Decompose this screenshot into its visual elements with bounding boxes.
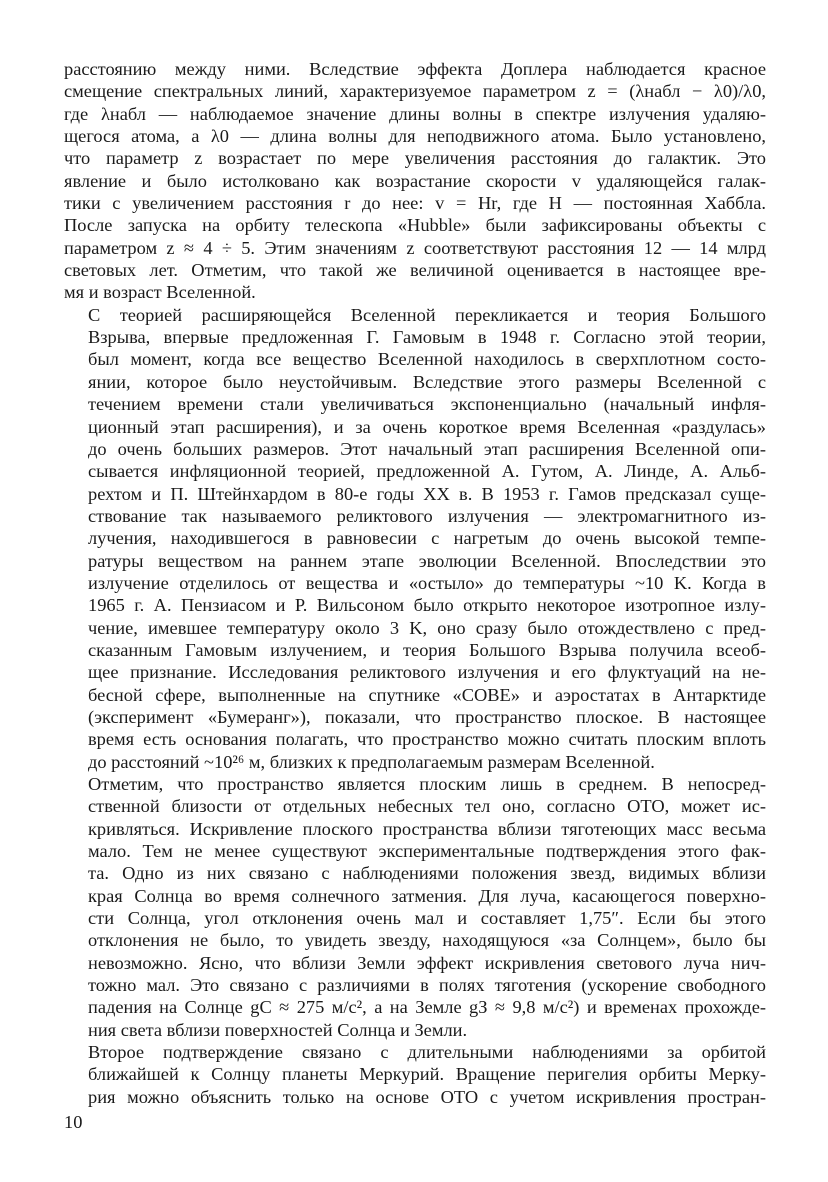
text-line: отклонения не было, то увидеть звезду, находящуюся «за Солнцем», было бы	[88, 930, 766, 951]
text-line: После запуска на орбиту телескопа «Hubble» были зафиксированы объекты с	[64, 215, 766, 236]
text-line: та. Одно из них связано с наблюдениями положения звезд, видимых вблизи	[88, 863, 766, 884]
text-line: Взрыва, впервые предложенная Г. Гамовым в 1948 г. Согласно этой теории,	[88, 327, 766, 348]
text-line: сывается инфляционной теорией, предложенной А. Гутом, А. Линде, А. Альб-	[88, 461, 766, 482]
page-text	[64, 58, 766, 1108]
text-line: был момент, когда все вещество Вселенной находилось в сверхплотном состо-	[88, 349, 766, 370]
text-line: параметром z ≈ 4 ÷ 5. Этим значениям z соответствуют расстояния 12 — 14 млрд	[64, 237, 766, 258]
text-line: 1965 г. А. Пензиасом и Р. Вильсоном было открыто некоторое изотропное излу-	[88, 595, 766, 616]
text-line: Второе подтверждение связано с длительными наблюдениями за орбитой	[88, 1042, 766, 1063]
text-line: до расстояний ~10²⁶ м, близких к предполагаемым размерам Вселенной.	[88, 751, 655, 772]
page-number: 10	[64, 1112, 83, 1132]
text-line: С теорией расширяющейся Вселенной перекликается и теория Большого	[88, 304, 766, 325]
paragraph-2	[64, 304, 766, 773]
text-line: мало. Тем не менее существуют экспериментальные подтверждения этого фак-	[88, 841, 766, 862]
text-line: тики с увеличением расстояния r до нее: v = Hr, где H — постоянная Хаббла.	[64, 193, 766, 214]
text-line: щегося атома, а λ0 — длина волны для неподвижного атома. Было установлено,	[64, 126, 766, 147]
text-line: излучение отделилось от вещества и «остыло» до температуры ~10 K. Когда в	[88, 572, 766, 593]
text-line: ционный этап расширения), и за очень короткое время Вселенная «раздулась»	[88, 416, 766, 437]
text-line: бесной сфере, выполненные на спутнике «COBE» и аэростатах в Антарктиде	[88, 684, 766, 705]
text-line: смещение спектральных линий, характеризуемое параметром z = (λнабл − λ0)/λ0,	[64, 81, 766, 102]
text-line: кривляться. Искривление плоского пространства вблизи тяготеющих масс весьма	[88, 818, 766, 839]
text-line: мя и возраст Вселенной.	[64, 282, 256, 303]
text-line: явление и было истолковано как возрастание скорости v удаляющейся галак-	[64, 170, 766, 191]
text-line: ближайшей к Солнцу планеты Меркурий. Вращение перигелия орбиты Мерку-	[88, 1064, 766, 1085]
text-line: рехтом и П. Штейнхардом в 80-е годы XX в. В 1953 г. Гамов предсказал суще-	[88, 483, 766, 504]
text-line: лучения, находившегося в равновесии с нагретым до очень высокой темпе-	[88, 528, 766, 549]
text-line: где λнабл — наблюдаемое значение длины волны в спектре излучения удаляю-	[64, 103, 766, 124]
text-line: ственной близости от отдельных небесных тел оно, согласно ОТО, может ис-	[88, 796, 766, 817]
paragraph-3	[64, 773, 766, 1041]
paragraph-1	[64, 58, 766, 304]
text-line: падения на Солнце gC ≈ 275 м/с², а на Земле gЗ ≈ 9,8 м/с²) и временах прохожде-	[88, 997, 766, 1018]
text-line: рия можно объяснить только на основе ОТО с учетом искривления простран-	[88, 1086, 766, 1107]
text-line: тожно мал. Это связано с различиями в полях тяготения (ускорение свободного	[88, 975, 766, 996]
text-line: что параметр z возрастает по мере увеличения расстояния до галактик. Это	[64, 148, 766, 169]
text-line: чение, имевшее температуру около 3 K, оно сразу было отождествлено с пред-	[88, 617, 766, 638]
paragraph-4	[64, 1041, 766, 1108]
text-line: время есть основания полагать, что пространство можно считать плоским вплоть	[88, 729, 766, 750]
text-line: течением времени стали увеличиваться экспоненциально (начальный инфля-	[88, 394, 766, 415]
text-line: сти Солнца, угол отклонения очень мал и составляет 1,75″. Если бы этого	[88, 908, 766, 929]
text-line: Отметим, что пространство является плоским лишь в среднем. В непосред-	[88, 774, 766, 794]
text-line: расстоянию между ними. Вследствие эффекта Доплера наблюдается красное	[64, 59, 766, 79]
text-line: ратуры веществом на раннем этапе эволюции Вселенной. Впоследствии это	[88, 550, 766, 571]
text-line: (эксперимент «Бумеранг»), показали, что пространство плоское. В настоящее	[88, 706, 766, 727]
text-line: невозможно. Ясно, что вблизи Земли эффект искривления светового луча нич-	[88, 952, 766, 973]
text-line: ствование так называемого реликтового излучения — электромагнитного из-	[88, 505, 766, 526]
text-line: сказанным Гамовым излучением, и теория Большого Взрыва получила всеоб-	[88, 639, 766, 660]
text-line: световых лет. Отметим, что такой же величиной оценивается в настоящее вре-	[64, 260, 766, 281]
text-line: края Солнца во время солнечного затмения. Для луча, касающегося поверхно-	[88, 885, 766, 906]
text-line: до очень больших размеров. Этот начальный этап расширения Вселенной опи-	[88, 438, 766, 459]
text-line: ния света вблизи поверхностей Солнца и Земли.	[88, 1019, 468, 1040]
text-line: янии, которое было неустойчивым. Вследствие этого размеры Вселенной с	[88, 371, 766, 392]
text-line: щее признание. Исследования реликтового излучения и его флуктуаций на не-	[88, 662, 766, 683]
